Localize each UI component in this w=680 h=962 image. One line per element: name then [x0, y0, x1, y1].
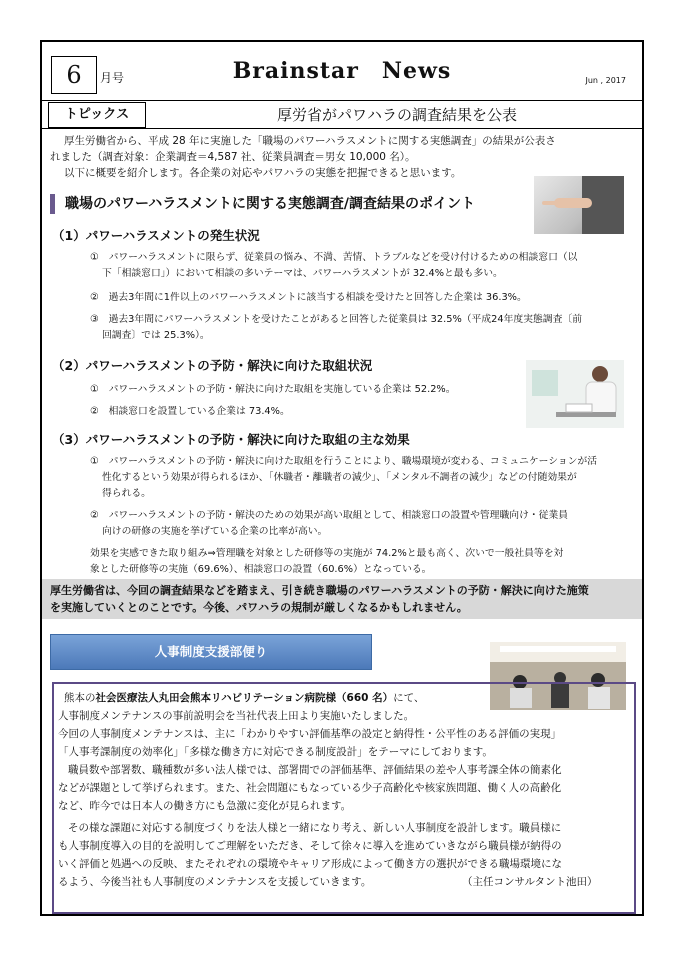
- intro-line: 以下に概要を紹介します。各企業の対応やパワハラの実態を把握できると思います。: [64, 167, 462, 179]
- list-item: ③ 過去3年間にパワーハラスメントを受けたことがあると回答した従業員は 32.5%（平成24年度実態調査〔前: [90, 314, 582, 325]
- summary-line: 厚生労働省は、今回の調査結果などを踏まえ、引き続き職場のパワーハラスメントの予防・解決に向けた施策: [50, 584, 589, 597]
- subsection-heading: （2）パワーハラスメントの予防・解決に向けた取組状況: [52, 358, 373, 373]
- hr-text: いく評価と処遇への反映、またそれぞれの環境やキャリア形成によって働き方の選択ができる職場環境にな: [58, 858, 562, 870]
- summary-box: [42, 579, 642, 619]
- hr-text: 「人事考課制度の効率化」「多様な働き方に対応できる制度設計」をテーマにしております。: [58, 746, 493, 758]
- issue-unit: 月号: [100, 71, 125, 85]
- divider: [42, 128, 642, 129]
- list-item: ② 過去3年間に1件以上のパワーハラスメントに該当する相談を受けたと回答した企業は 36.3%。: [90, 292, 527, 303]
- list-item: 回調査〕では 25.3%）。: [102, 330, 210, 341]
- signature: （主任コンサルタント池田）: [462, 876, 598, 888]
- photo-office-worker: [526, 360, 624, 428]
- hr-text: 人事制度メンテナンスの事前説明会を当社代表上田より実施いたしました。: [58, 710, 415, 722]
- list-item: 性化するという効果が得られるほか、「休職者・離職者の減少」、「メンタル不調者の減少」などの付随効果が: [102, 472, 577, 483]
- hr-text: 熊本の: [64, 692, 96, 704]
- intro-line: れました（調査対象：企業調査＝4,587 社、従業員調査＝男女 10,000 名）。: [50, 151, 416, 163]
- effect-note: 効果を実感できた取り組み⇒管理職を対象とした研修等の実施が 74.2%と最も高く、次いで一般社員等を対: [90, 548, 564, 559]
- hr-text: も人事制度導入の目的を説明してご理解をいただき、そして徐々に導入を進めていきながら職員様が納得の: [58, 840, 562, 852]
- hr-section-banner: 人事制度支援部便り: [50, 634, 372, 670]
- hr-text: など、昨今では日本人の働き方にも急激に変化が見られます。: [58, 800, 352, 812]
- photo-pointing-hand: [534, 176, 624, 234]
- hr-text: 今回の人事制度メンテナンスは、主に「わかりやすい評価基準の設定と納得性・公平性のある評価の実現」: [58, 728, 562, 740]
- section-heading: 職場のパワーハラスメントに関する実態調査/調査結果のポイント: [50, 194, 475, 214]
- list-item: ② パワーハラスメントの予防・解決のための効果が高い取組として、相談窓口の設置や管理職向け・従業員: [90, 510, 569, 521]
- effect-note: 象とした研修等の実施（69.6%）、相談窓口の設置（60.6%）となっている。: [90, 564, 432, 575]
- hr-text: その様な課題に対応する制度づくりを法人様と一緒になり考え、新しい人事制度を設計します。職員様に: [68, 822, 562, 834]
- hr-text: にて、: [393, 692, 425, 704]
- list-item: 向けの研修の実施を挙げている企業の比率が高い。: [102, 526, 328, 537]
- list-item: 下「相談窓口」）において相談の多いテーマは、パワーハラスメントが 32.4%と最も多い。: [102, 268, 503, 279]
- topic-label: トピックス: [48, 102, 146, 128]
- list-item: 得られる。: [102, 488, 151, 499]
- client-name: 社会医療法人丸田会熊本リハビリテーション病院様（660 名）: [95, 692, 394, 704]
- hr-text: るよう、今後当社も人事制度のメンテナンスを支援していきます。: [58, 876, 372, 888]
- intro-line: 厚生労働省から、平成 28 年に実施した「職場のパワーハラスメントに関する実態調査」の結果が公表さ: [64, 135, 556, 147]
- newsletter-page: [40, 40, 644, 916]
- list-item: ② 相談窓口を設置している企業は 73.4%。: [90, 406, 290, 417]
- divider: [42, 100, 642, 101]
- topic-title: 厚労省がパワハラの調査結果を公表: [276, 106, 517, 124]
- list-item: ① パワーハラスメントの予防・解決に向けた取組を行うことにより、職場環境が変わる、コミュニケーションが活: [90, 456, 598, 467]
- hr-text: などが課題として挙げられます。また、社会問題にもなっている少子高齢化や核家族問題、働く人の高齢化: [58, 782, 562, 794]
- list-item: ① パワーハラスメントの予防・解決に向けた取組を実施している企業は 52.2%。: [90, 384, 456, 395]
- list-item: ① パワーハラスメントに限らず、従業員の悩み、不満、苦情、トラブルなどを受け付けるための相談窓口（以: [90, 252, 578, 263]
- hr-paragraph: [64, 690, 424, 708]
- summary-line: を実施していくとのことです。今後、パワハラの規制が厳しくなるかもしれません。: [50, 601, 468, 614]
- issue-date: Jun , 2017: [585, 76, 626, 85]
- issue-number: 6: [51, 56, 97, 94]
- subsection-heading: （1）パワーハラスメントの発生状況: [52, 228, 260, 243]
- newsletter-title: Brainstar News: [232, 58, 452, 84]
- hr-text: 職員数や部署数、職種数が多い法人様では、部署間での評価基準、評価結果の差や人事考課全体の簡素化: [68, 764, 562, 776]
- subsection-heading: （3）パワーハラスメントの予防・解決に向けた取組の主な効果: [52, 432, 410, 447]
